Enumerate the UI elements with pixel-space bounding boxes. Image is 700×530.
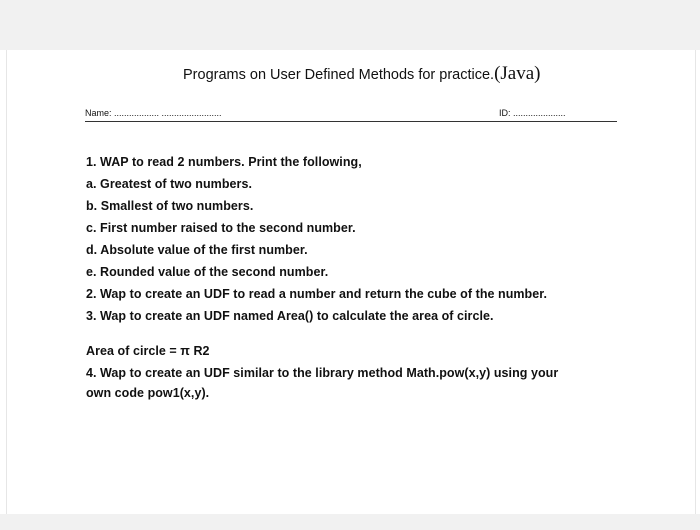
item-e: e. Rounded value of the second number. <box>86 265 329 279</box>
name-field-label: Name: .................. ........................ <box>85 108 222 118</box>
item-c: c. First number raised to the second number. <box>86 221 356 235</box>
title-language: (Java) <box>494 63 541 84</box>
question-3: 3. Wap to create an UDF named Area() to calculate the area of circle. <box>86 309 494 323</box>
question-4: 4. Wap to create an UDF similar to the library method Math.pow(x,y) using your <box>86 366 559 380</box>
document-title <box>183 63 541 85</box>
item-b: b. Smallest of two numbers. <box>86 199 254 213</box>
title-text: Programs on User Defined Methods for practice. <box>183 67 495 83</box>
name-id-row <box>85 107 617 122</box>
item-a: a. Greatest of two numbers. <box>86 177 252 191</box>
bottom-margin-strip <box>0 514 700 530</box>
item-d: d. Absolute value of the first number. <box>86 243 308 257</box>
question-1: 1. WAP to read 2 numbers. Print the following, <box>86 155 362 169</box>
question-2: 2. Wap to create an UDF to read a number and return the cube of the number. <box>86 287 547 301</box>
top-margin-strip <box>0 0 700 50</box>
area-formula: Area of circle = π R2 <box>86 344 210 358</box>
id-field-label: ID: ..................... <box>499 108 566 118</box>
question-4-continued: own code pow1(x,y). <box>86 386 210 400</box>
